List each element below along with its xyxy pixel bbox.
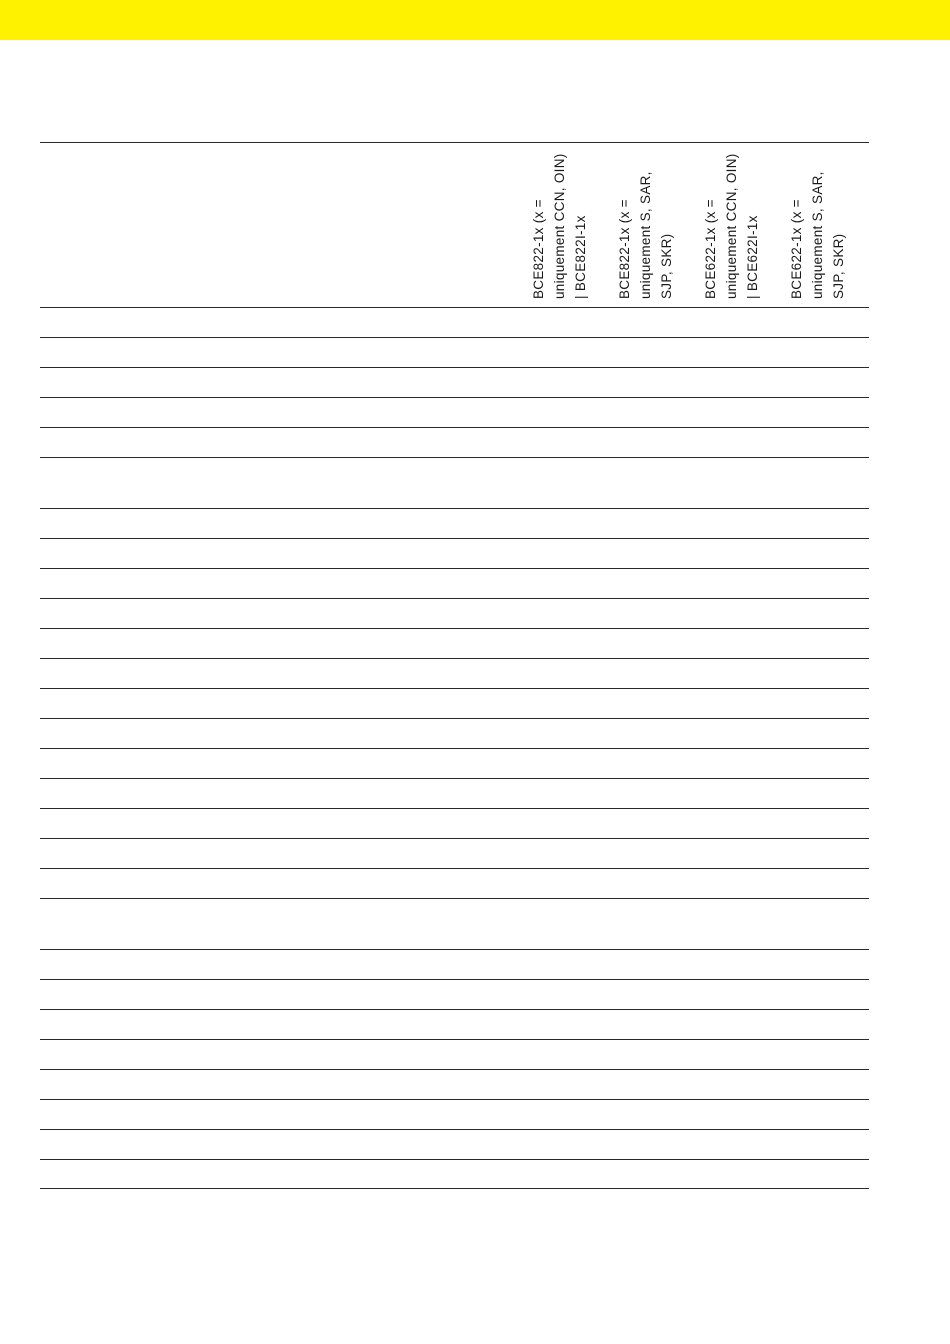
table-row <box>40 1069 869 1099</box>
table-row <box>40 808 869 838</box>
table-row <box>40 1129 869 1159</box>
table-row <box>40 748 869 778</box>
table-row <box>40 367 869 397</box>
table-row <box>40 628 869 658</box>
table-row <box>40 898 869 949</box>
table-body <box>40 307 869 1189</box>
column-header-3-label: BCE622-1x (x = uniquement CCN, OIN) | BCE622I-1x <box>703 153 760 299</box>
table-row <box>40 1159 869 1189</box>
table-row <box>40 538 869 568</box>
column-header-2 <box>614 143 700 307</box>
column-header-4-label: BCE622-1x (x = uniquement S, SAR, SJP, SKR) <box>789 171 846 299</box>
table-row <box>40 778 869 808</box>
table-row <box>40 1009 869 1039</box>
table-row <box>40 658 869 688</box>
column-header-3 <box>700 143 786 307</box>
table-row <box>40 868 869 898</box>
column-header-1 <box>528 143 614 307</box>
table-row <box>40 427 869 457</box>
table-row <box>40 568 869 598</box>
column-header-1-label: BCE822-1x (x = uniquement CCN, OIN) | BCE822I-1x <box>531 153 588 299</box>
table-row <box>40 838 869 868</box>
table-row <box>40 598 869 628</box>
table-row <box>40 718 869 748</box>
table-row <box>40 688 869 718</box>
table-row <box>40 337 869 367</box>
table-row <box>40 307 869 337</box>
table-row <box>40 508 869 538</box>
column-header-4 <box>786 143 872 307</box>
table-row <box>40 1099 869 1129</box>
column-header-2-label: BCE822-1x (x = uniquement S, SAR, SJP, SKR) <box>617 171 674 299</box>
top-yellow-band <box>0 0 950 40</box>
table-row <box>40 979 869 1009</box>
table-row <box>40 457 869 508</box>
table-header-row <box>40 143 869 307</box>
table-row <box>40 1039 869 1069</box>
table-row <box>40 949 869 979</box>
table-row <box>40 397 869 427</box>
